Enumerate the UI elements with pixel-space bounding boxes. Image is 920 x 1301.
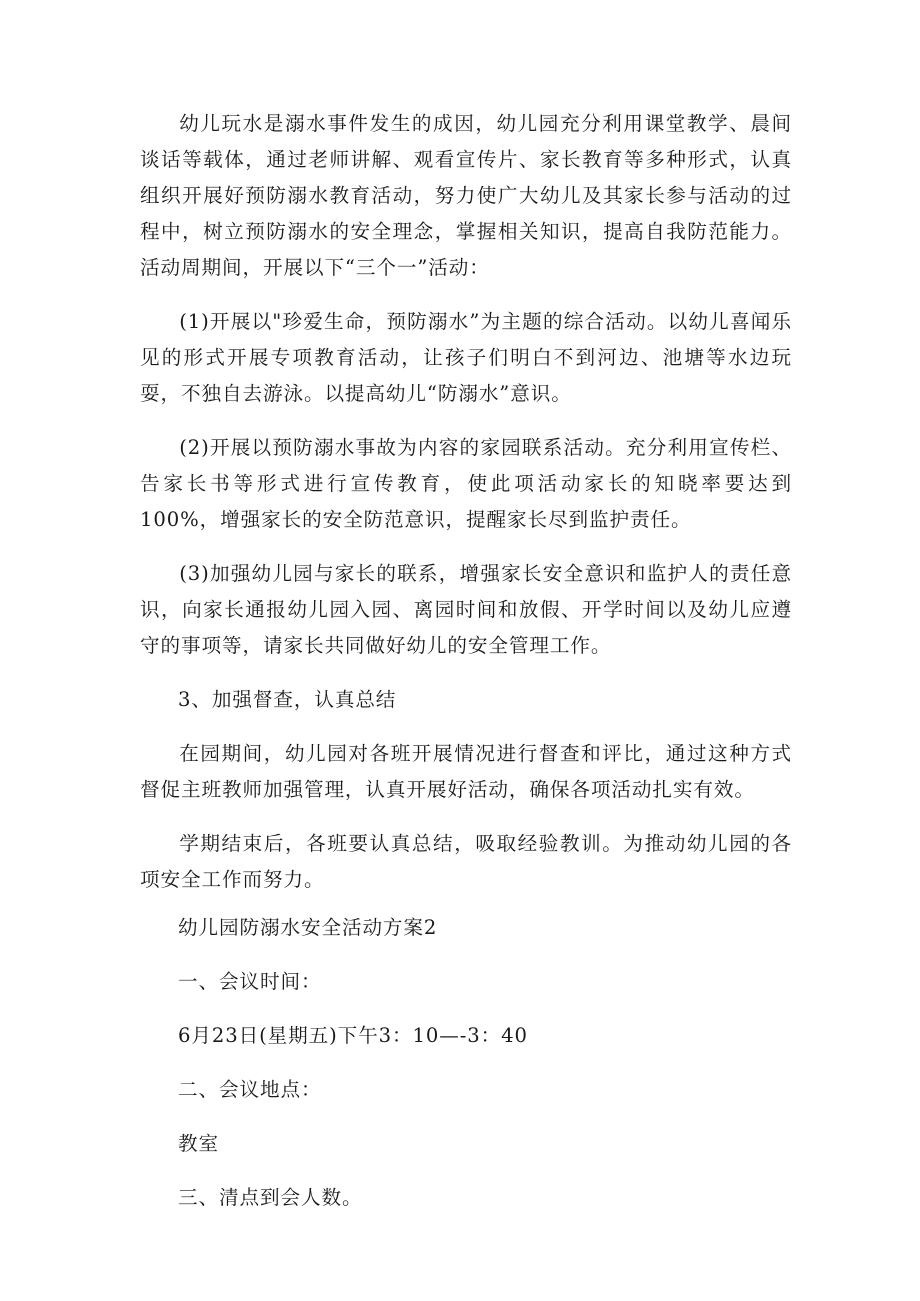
activity-item-1: (1)开展以"珍爱生命，预防溺水”为主题的综合活动。以幼儿喜闻乐见的形式开展专项教育活动，让孩子们明白不到河边、池塘等水边玩耍，不独自去游泳。以提高幼儿“防溺水”意识。 (140, 310, 792, 405)
activity-item-2: (2)开展以预防溺水事故为内容的家园联系活动。充分利用宣传栏、告家长书等形式进行宣传教育，使此项活动家长的知晓率要达到100%，增强家长的安全防范意识，提醒家长尽到监护责任。 (140, 436, 792, 531)
attendance-heading: 三、清点到会人数。 (178, 1186, 363, 1209)
meeting-location-heading: 二、会议地点： (178, 1078, 322, 1101)
plan-2-title: 幼儿园防溺水安全活动方案2 (178, 916, 438, 939)
supervision-paragraph: 在园期间，幼儿园对各班开展情况进行督查和评比，通过这种方式督促主班教师加强管理，认真开展好活动，确保各项活动扎实有效。 (140, 742, 792, 801)
summary-paragraph: 学期结束后，各班要认真总结，吸取经验教训。为推动幼儿园的各项安全工作而努力。 (140, 832, 792, 891)
activity-item-3: (3)加强幼儿园与家长的联系，增强家长安全意识和监护人的责任意识，向家长通报幼儿园入园、离园时间和放假、开学时间以及幼儿应遵守的事项等，请家长共同做好幼儿的安全管理工作。 (140, 562, 792, 657)
meeting-time-heading: 一、会议时间： (178, 970, 322, 993)
section-heading-supervision: 3、加强督查，认真总结 (178, 688, 397, 711)
meeting-time-value: 6月23日(星期五)下午3：10—-3：40 (178, 1024, 528, 1047)
meeting-location-value: 教室 (178, 1132, 219, 1155)
intro-paragraph: 幼儿玩水是溺水事件发生的成因，幼儿园充分利用课堂教学、晨间谈话等载体，通过老师讲解、观看宣传片、家长教育等多种形式，认真组织开展好预防溺水教育活动，努力使广大幼儿及其家长参与活动的过程中，树立预防溺水的安全理念，掌握相关知识，提高自我防范能力。活动周期间，开展以下“三个一”活动： (140, 112, 792, 279)
